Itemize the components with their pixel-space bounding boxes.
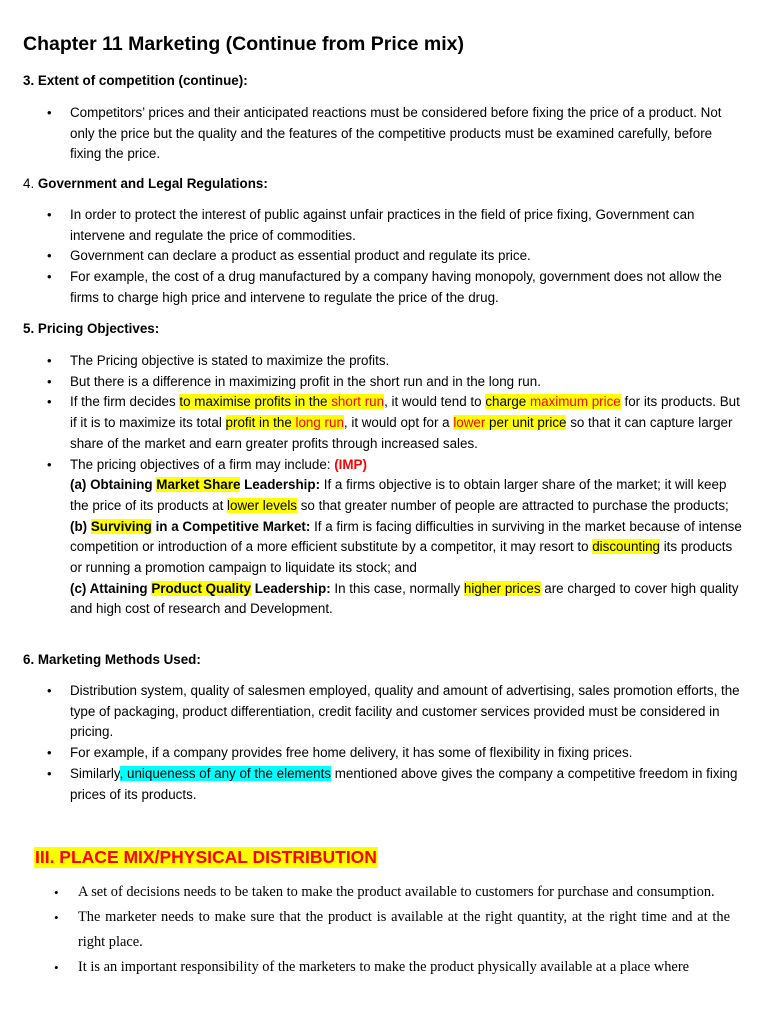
- list-item: • In order to protect the interest of public against unfair practices in the field of price fixing, Government can intervene and regulate the price of commodities.: [0, 205, 768, 246]
- highlight: charge maximum price: [485, 394, 621, 410]
- place-mix-heading: III. PLACE MIX/PHYSICAL DISTRIBUTION: [35, 847, 377, 867]
- highlight: , uniqueness of any of the elements: [119, 765, 332, 781]
- place-mix-list: [0, 880, 768, 980]
- highlight: Surviving: [90, 518, 152, 534]
- section-4-heading: [23, 176, 268, 191]
- list-item: • For example, the cost of a drug manufactured by a company having monopoly, government does not allow the firms to charge high price and intervene to regulate the price of the drug.: [0, 267, 768, 308]
- highlight: Product Quality: [151, 580, 252, 596]
- list-item: • But there is a difference in maximizing profit in the short run and in the long run.: [0, 372, 768, 393]
- section-5-list: [0, 351, 768, 620]
- section-title: Government and Legal Regulations:: [37, 176, 268, 191]
- list-item: • Competitors’ prices and their anticipated reactions must be considered before fixing the price of a product. Not only the price but the quality and the features of the competitive products must be examined carefully, before fixing the price.: [0, 103, 768, 165]
- highlight: discounting: [592, 539, 660, 555]
- list-item: • Similarly, uniqueness of any of the elements mentioned above gives the company a competitive freedom in fixing prices of its products.: [0, 764, 768, 805]
- section-6-list: [0, 681, 768, 805]
- highlight: lower levels: [227, 497, 298, 513]
- list-item: • The marketer needs to make sure that the product is available at the right quantity, at the right time and at the right place.: [0, 905, 768, 955]
- list-item: • Government can declare a product as essential product and regulate its price.: [0, 246, 768, 267]
- section-4-list: [0, 205, 768, 309]
- section-5-heading: 5. Pricing Objectives:: [23, 321, 160, 336]
- section-6-heading: 6. Marketing Methods Used:: [23, 652, 201, 667]
- list-item: • It is an important responsibility of the marketers to make the product physically available at a place where: [0, 955, 768, 980]
- section-number: 4.: [23, 176, 38, 191]
- highlight: to maximise profits in the short run: [179, 394, 385, 410]
- list-item: • The pricing objectives of a firm may include: (IMP) (a) Obtaining Market Share Leadership: If a firms objective is to obtain larger share of the market; it will keep the price of its products at lower levels so that greater number of people are attracted to purchase the products; (b) Surviving in a Competitive Market: If a firm is facing difficulties in surviving in the market because of intense competition or introduction of a more efficient substitute by a competitor, it may resort to discounting its products or running a promotion campaign to liquidate its stock; and (c) Attaining Product Quality Leadership: In this case, normally higher prices are charged to cover high quality and high cost of research and Development.: [0, 455, 768, 621]
- list-item: • If the firm decides to maximise profits in the short run, it would tend to charge maximum price for its products. But if it is to maximize its total profit in the long run, it would opt for a lower per unit price so that it can capture larger share of the market and earn greater profits through increased sales.: [0, 392, 768, 454]
- list-item: • A set of decisions needs to be taken to make the product available to customers for purchase and consumption.: [0, 880, 768, 905]
- page-title: Chapter 11 Marketing (Continue from Price mix): [23, 33, 465, 55]
- highlight: Market Share: [156, 477, 241, 493]
- highlight: profit in the long run: [225, 415, 344, 431]
- list-item: • The Pricing objective is stated to maximize the profits.: [0, 351, 768, 372]
- section-3-heading: 3. Extent of competition (continue):: [23, 73, 248, 88]
- imp-tag: (IMP): [334, 456, 367, 472]
- list-item: • For example, if a company provides free home delivery, it has some of flexibility in fixing prices.: [0, 743, 768, 764]
- list-item: • Distribution system, quality of salesmen employed, quality and amount of advertising, sales promotion efforts, the type of packaging, product differentiation, credit facility and customer services provided must be considered in pricing.: [0, 681, 768, 743]
- highlight: lower per unit price: [453, 415, 567, 431]
- section-3-list: [0, 103, 768, 165]
- highlight: higher prices: [463, 580, 541, 596]
